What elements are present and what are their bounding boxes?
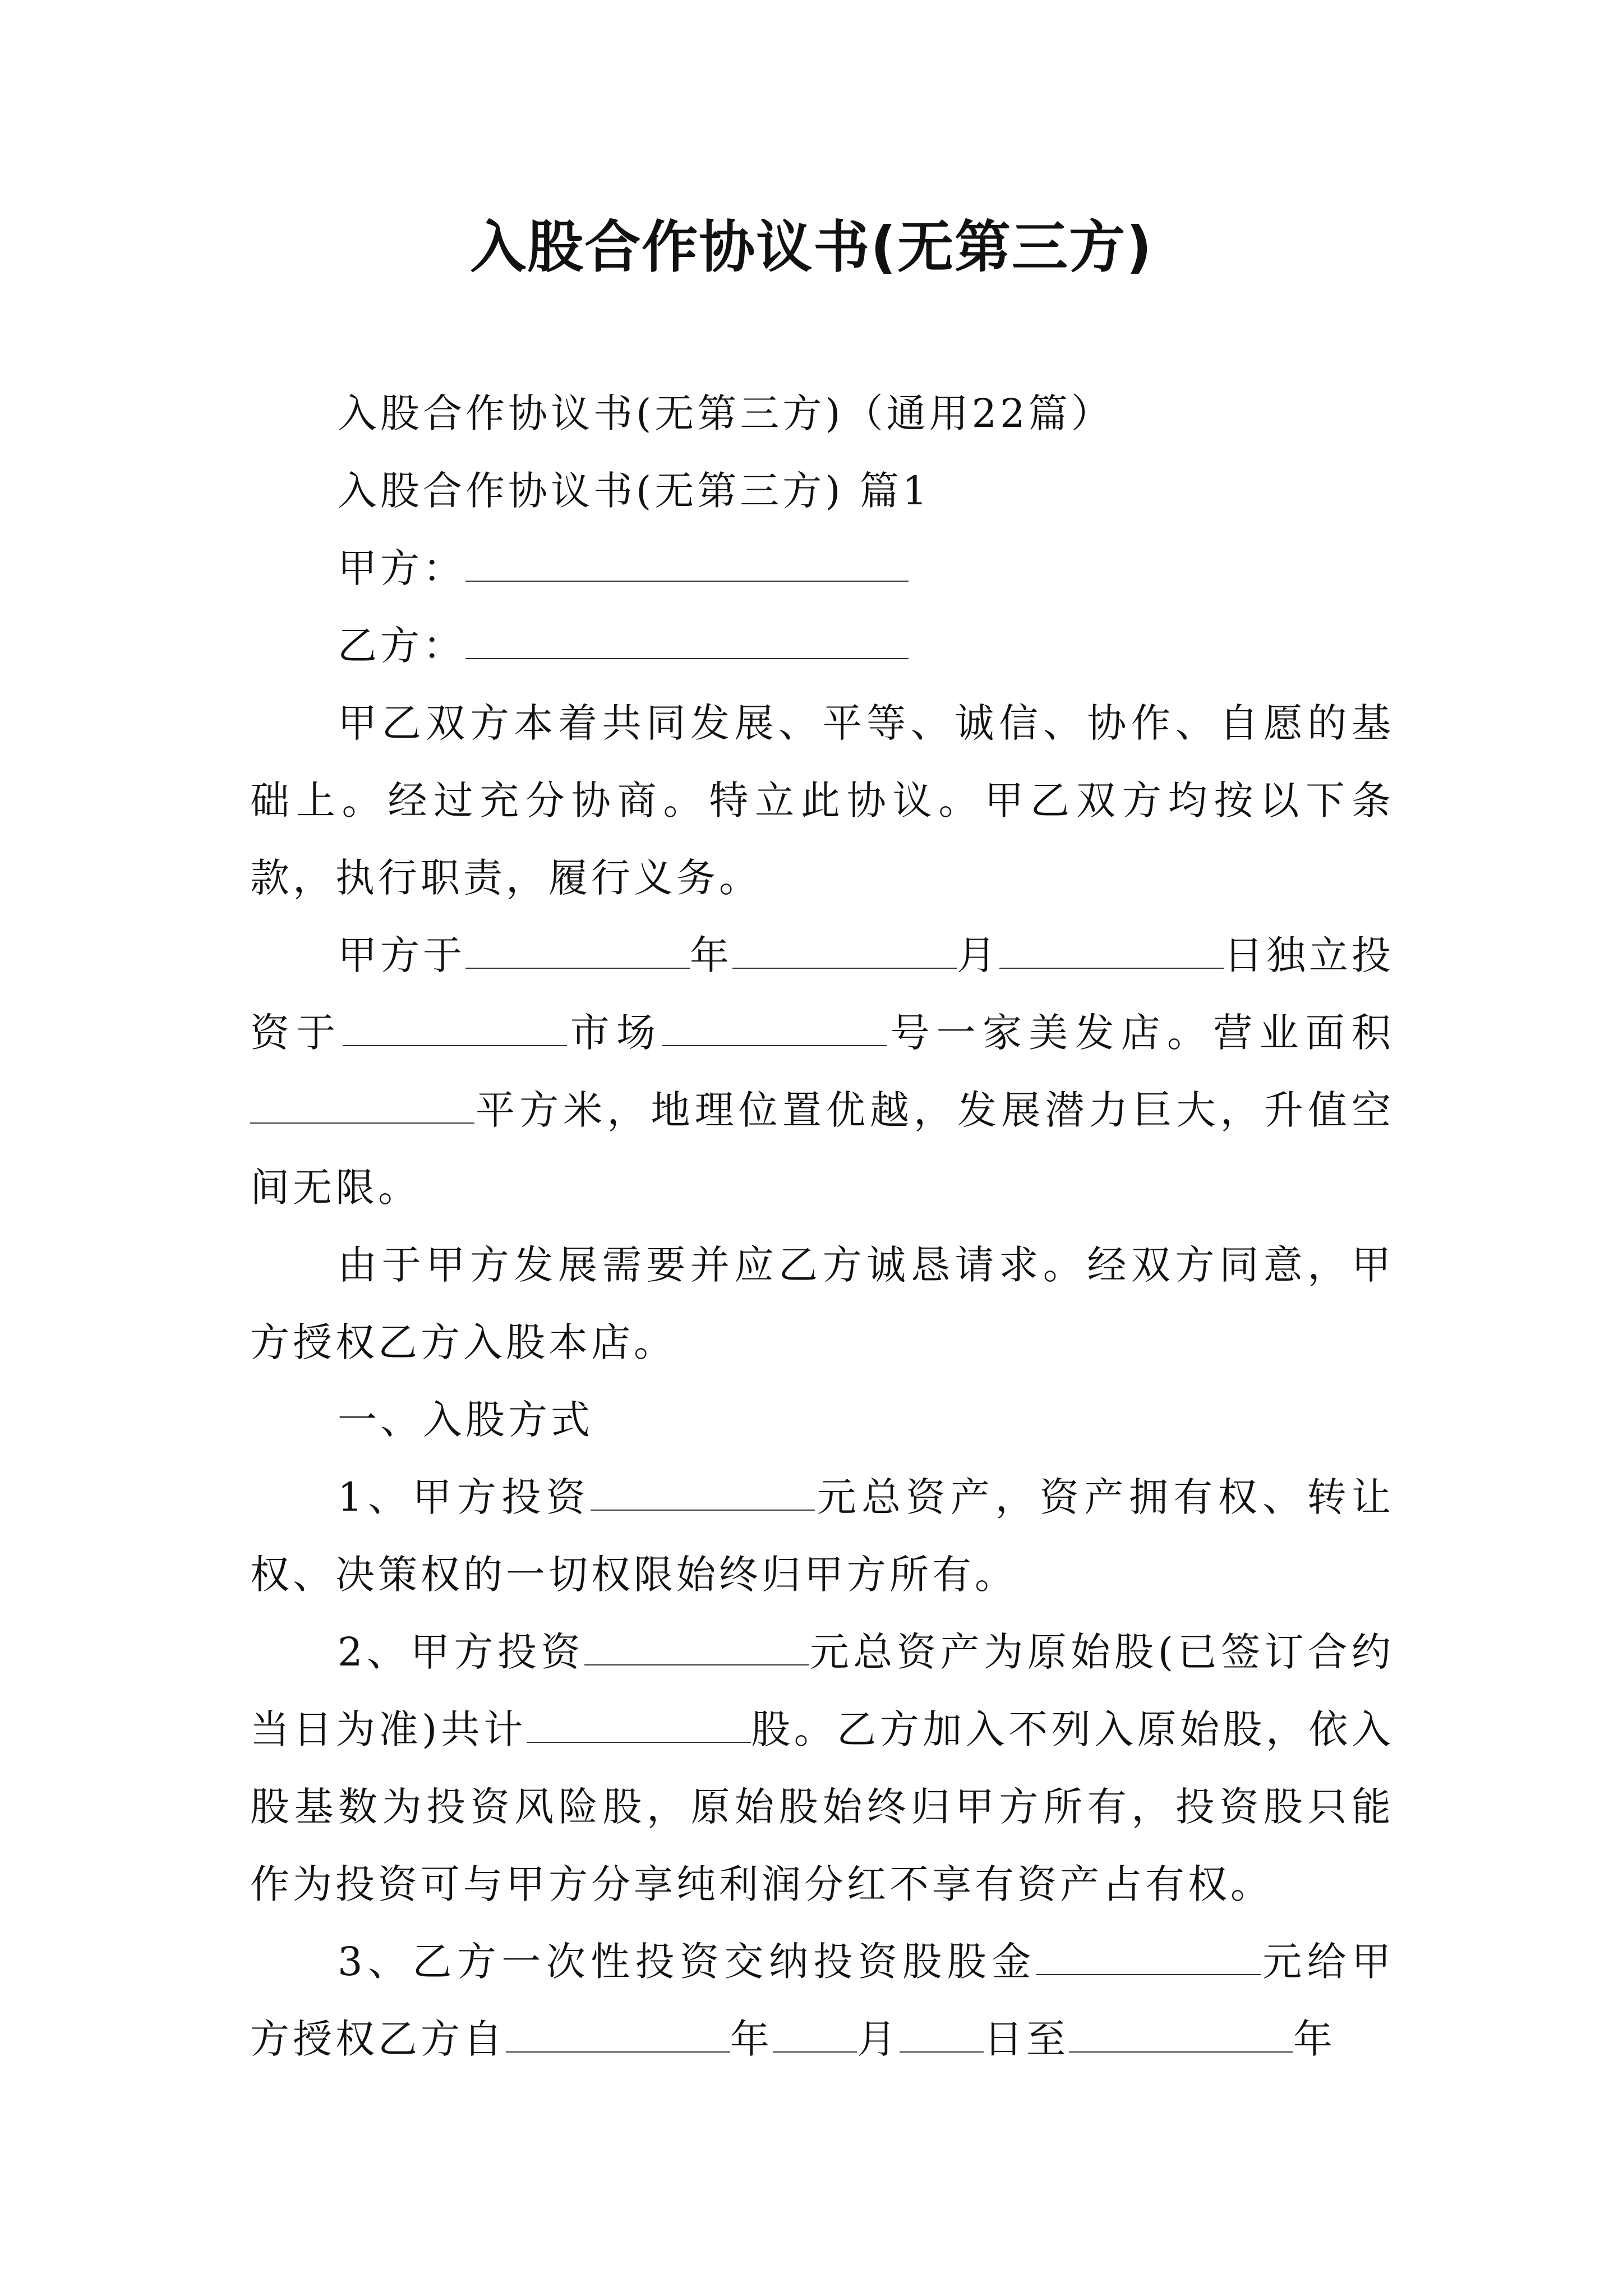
party-a-label: 甲方： (338, 545, 465, 591)
text-segment: 年 (690, 932, 732, 978)
text-segment: 日至 (984, 2016, 1069, 2062)
text-segment: 2、甲方投资 (338, 1629, 585, 1675)
party-a-blank (465, 545, 909, 582)
authorization-paragraph: 由于甲方发展需要并应乙方诚恳请求。经双方同意，甲方授权乙方入股本店。 (250, 1242, 1394, 1365)
text-segment: 市场 (566, 1010, 663, 1056)
text-segment: 平方米，地理位置优越，发展潜力巨大，升值空间无限。 (250, 1087, 1394, 1211)
month-blank (773, 2016, 857, 2053)
document-body (250, 375, 1394, 2078)
text-segment: 股。乙方加入不列入原始股，依入股基数为投资风险股，原始股始终归甲方所有，投资股只能作为投资可与甲方分享纯利润分红不享有资产占有权。 (250, 1706, 1395, 1907)
party-b-label: 乙方： (338, 623, 465, 669)
text-segment: 号一家美发店。营业面积 (887, 1010, 1394, 1056)
year-blank (1069, 2016, 1293, 2053)
amount-blank (591, 1474, 815, 1511)
year-blank (465, 932, 690, 969)
party-b-line (250, 607, 1394, 684)
party-b-blank (465, 623, 909, 659)
amount-blank (584, 1629, 809, 1665)
text-segment: 月 (957, 932, 999, 978)
text-segment: 元给甲方授权乙方自 (250, 1939, 1394, 2062)
month-blank (732, 932, 957, 969)
party-a-line (250, 530, 1394, 607)
text-segment: 元总资产为原始股(已签订合约当日为准)共计 (250, 1629, 1394, 1752)
text-segment: 元总资产，资产拥有权、转让权、决策权的一切权限始终归甲方所有。 (250, 1474, 1395, 1598)
area-blank (250, 1087, 474, 1124)
document-title: 入股合作协议书(无第三方) (470, 214, 1153, 280)
day-blank (999, 932, 1224, 969)
shares-blank (527, 1706, 751, 1743)
day-blank (900, 2016, 984, 2053)
section-heading: 入股合作协议书(无第三方) 篇1 (338, 468, 931, 514)
clause-3 (250, 1923, 1394, 2078)
investment-paragraph (250, 917, 1394, 1226)
clause-2 (250, 1613, 1394, 1923)
text-segment: 年 (730, 2016, 773, 2062)
text-segment: 1、甲方投资 (338, 1474, 591, 1520)
text-segment: 日独立投资于 (250, 932, 1394, 1056)
clause-1 (250, 1458, 1394, 1613)
amount-blank (1036, 1939, 1261, 1975)
text-segment: 3、乙方一次性投资交纳投资股股金 (338, 1939, 1036, 1985)
heading-investment-method: 一、入股方式 (338, 1397, 593, 1443)
text-segment: 甲方于 (338, 932, 465, 978)
text-segment: 年 (1293, 2016, 1336, 2062)
subtitle: 入股合作协议书(无第三方)（通用22篇） (338, 390, 1114, 436)
text-segment: 月 (857, 2016, 900, 2062)
market-blank (343, 1010, 567, 1046)
year-blank (506, 2016, 730, 2053)
number-blank (662, 1010, 887, 1046)
intro-paragraph: 甲乙双方本着共同发展、平等、诚信、协作、自愿的基础上。经过充分协商。特立此协议。甲乙双方均按以下条款，执行职责，履行义务。 (250, 700, 1394, 901)
